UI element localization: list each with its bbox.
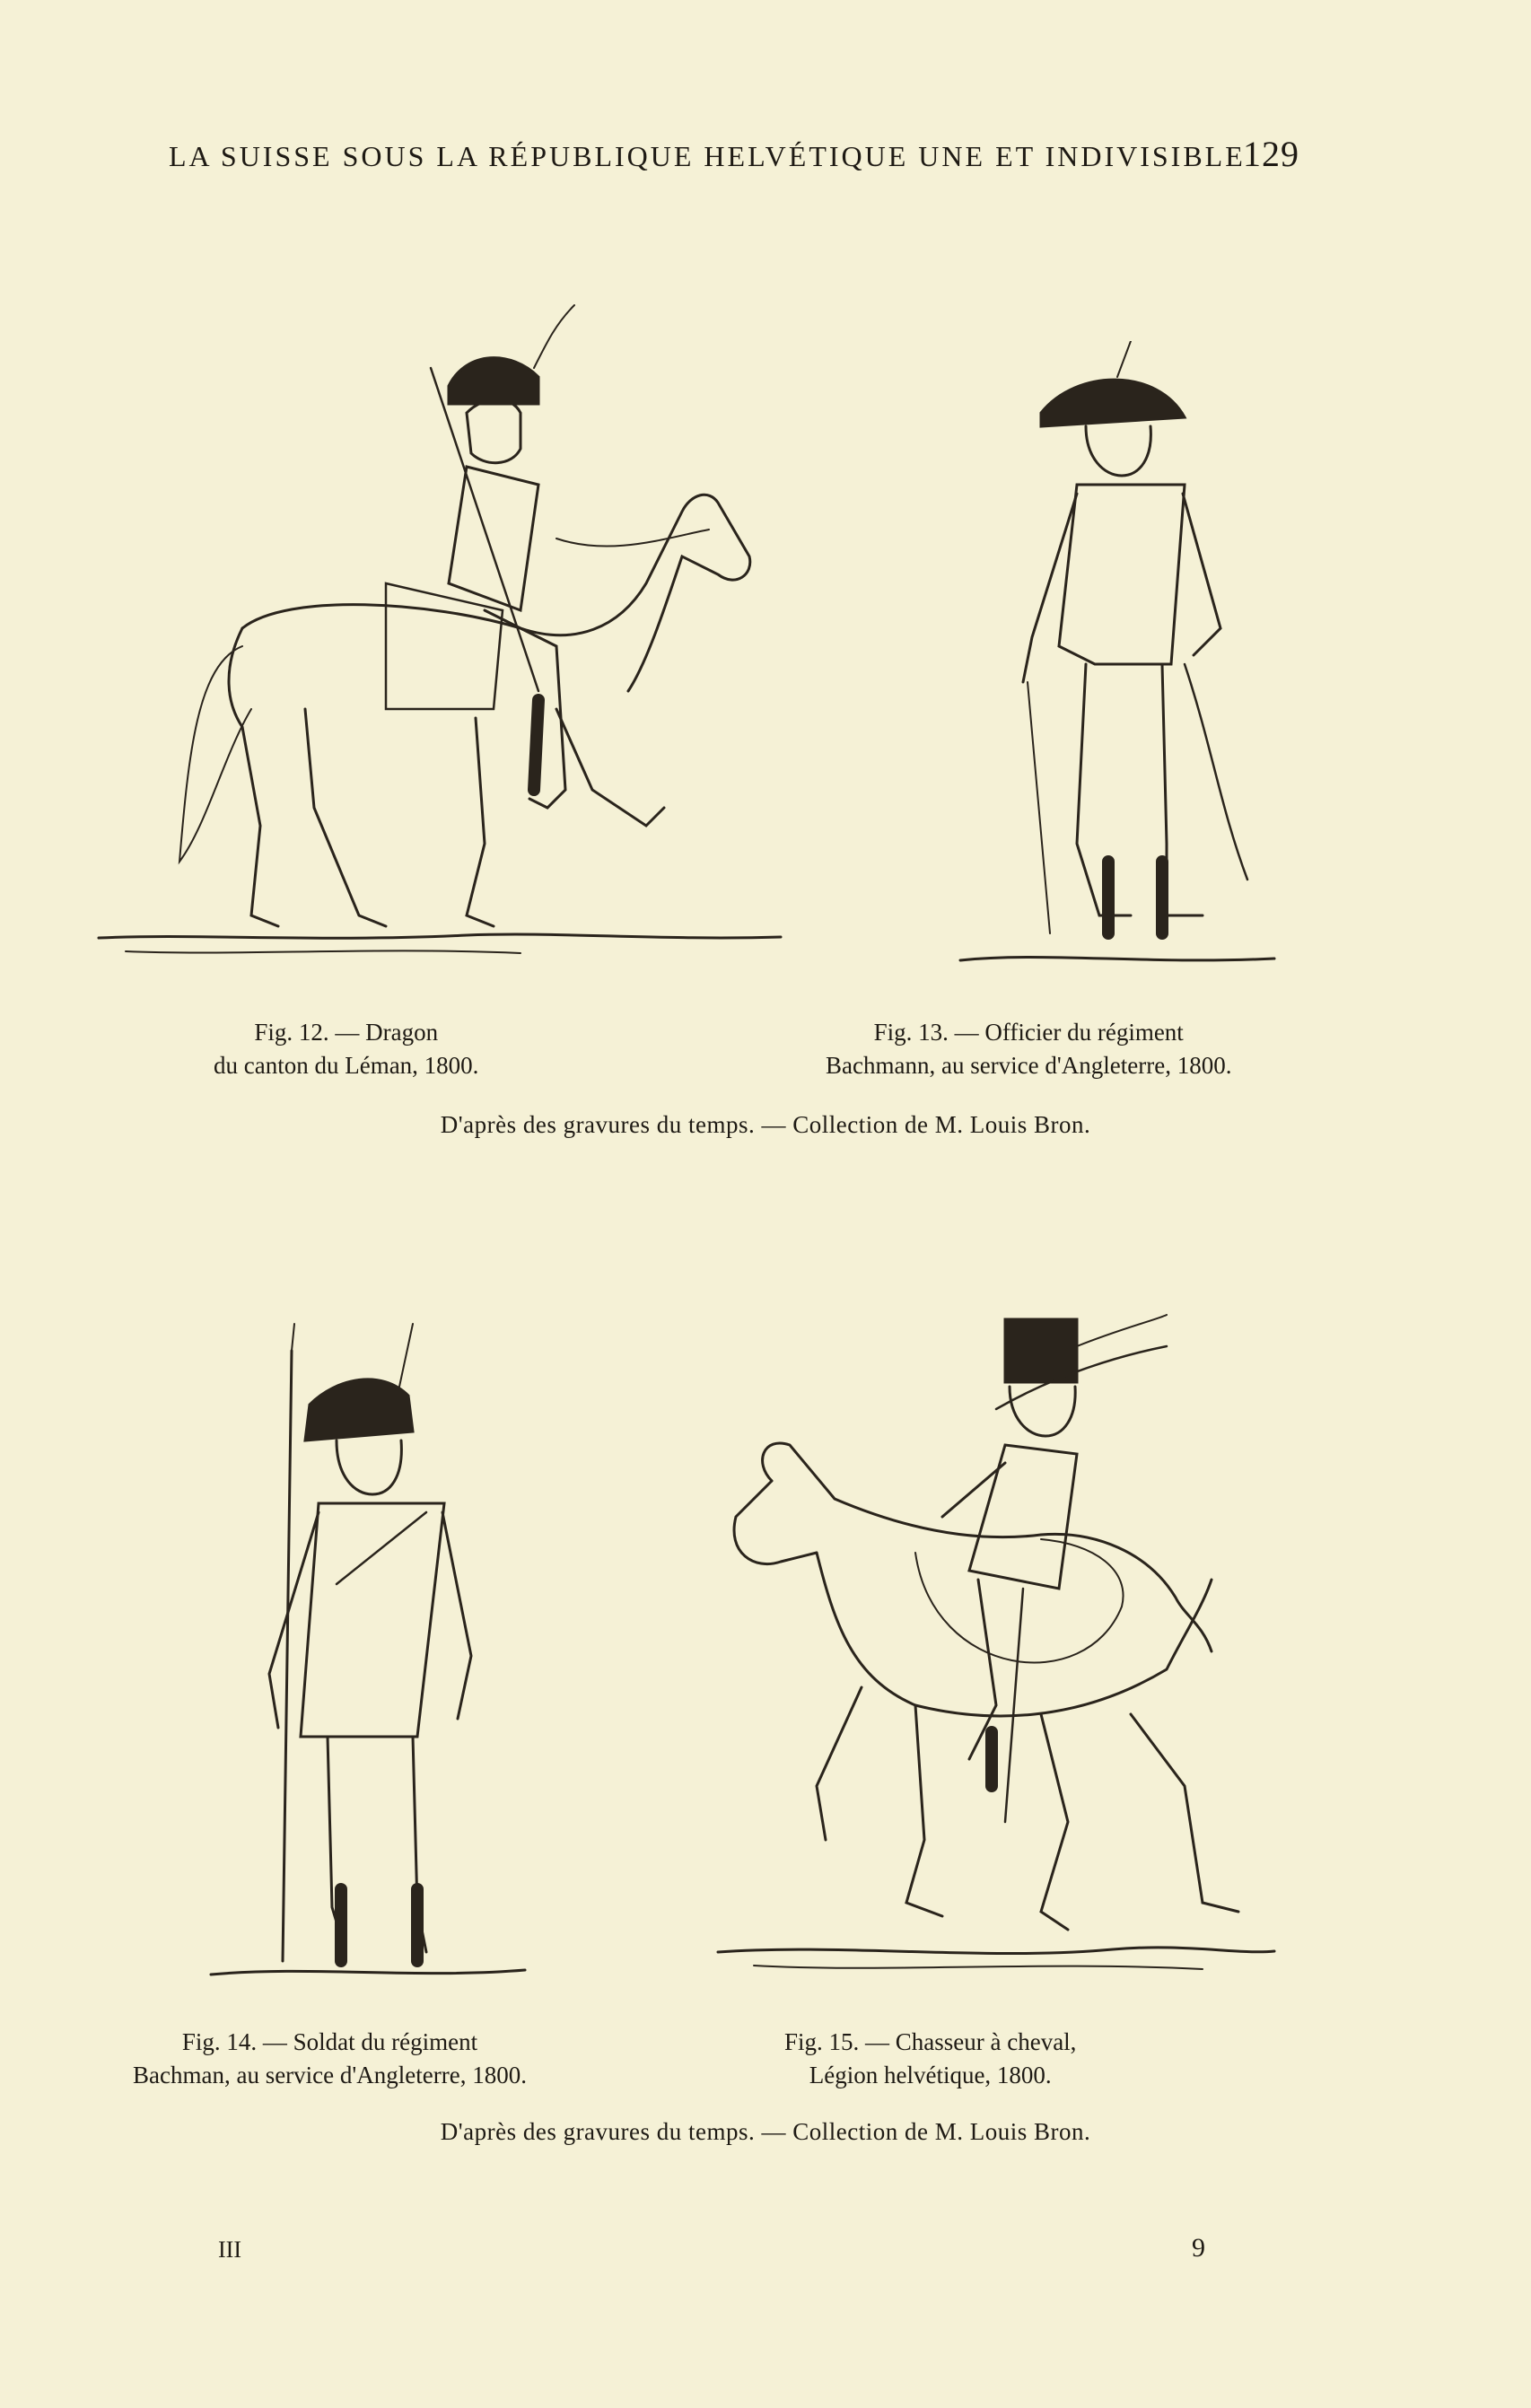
credit-line-top: D'après des gravures du temps. — Collection de M. Louis Bron. — [440, 1111, 1091, 1138]
figure-12-caption — [214, 1016, 478, 1082]
figure-12-caption-line2: du canton du Léman, 1800. — [214, 1052, 479, 1079]
figure-14-caption-line2: Bachman, au service d'Angleterre, 1800. — [133, 2062, 527, 2088]
figure-12-illustration — [90, 287, 790, 978]
figure-13-caption-line2: Bachmann, au service d'Angleterre, 1800. — [826, 1052, 1232, 1079]
figure-15-caption-line2: Légion helvétique, 1800. — [809, 2062, 1052, 2088]
figure-15-caption-line1: Fig. 15. — Chasseur à cheval, — [784, 2028, 1077, 2055]
figure-13-caption — [826, 1016, 1231, 1082]
figure-15-caption — [784, 2026, 1076, 2092]
figure-13-caption-line1: Fig. 13. — Officier du régiment — [873, 1019, 1184, 1046]
figure-13-illustration — [951, 341, 1283, 969]
running-title: LA SUISSE SOUS LA RÉPUBLIQUE HELVÉTIQUE UNE ET INDIVISIBLE — [169, 140, 1246, 172]
page-number: 129 — [1243, 134, 1299, 174]
figure-14-caption — [133, 2026, 527, 2092]
credit-line-bottom: D'après des gravures du temps. — Collection de M. Louis Bron. — [440, 2118, 1091, 2145]
figure-15-illustration — [700, 1283, 1283, 1983]
figure-14-caption-line1: Fig. 14. — Soldat du régiment — [181, 2028, 478, 2055]
sheet-number: 9 — [1192, 2233, 1205, 2263]
page-header — [169, 133, 1299, 178]
figure-14-illustration — [202, 1315, 534, 1988]
signature-mark: III — [218, 2237, 241, 2263]
figure-12-caption-line1: Fig. 12. — Dragon — [254, 1019, 439, 1046]
